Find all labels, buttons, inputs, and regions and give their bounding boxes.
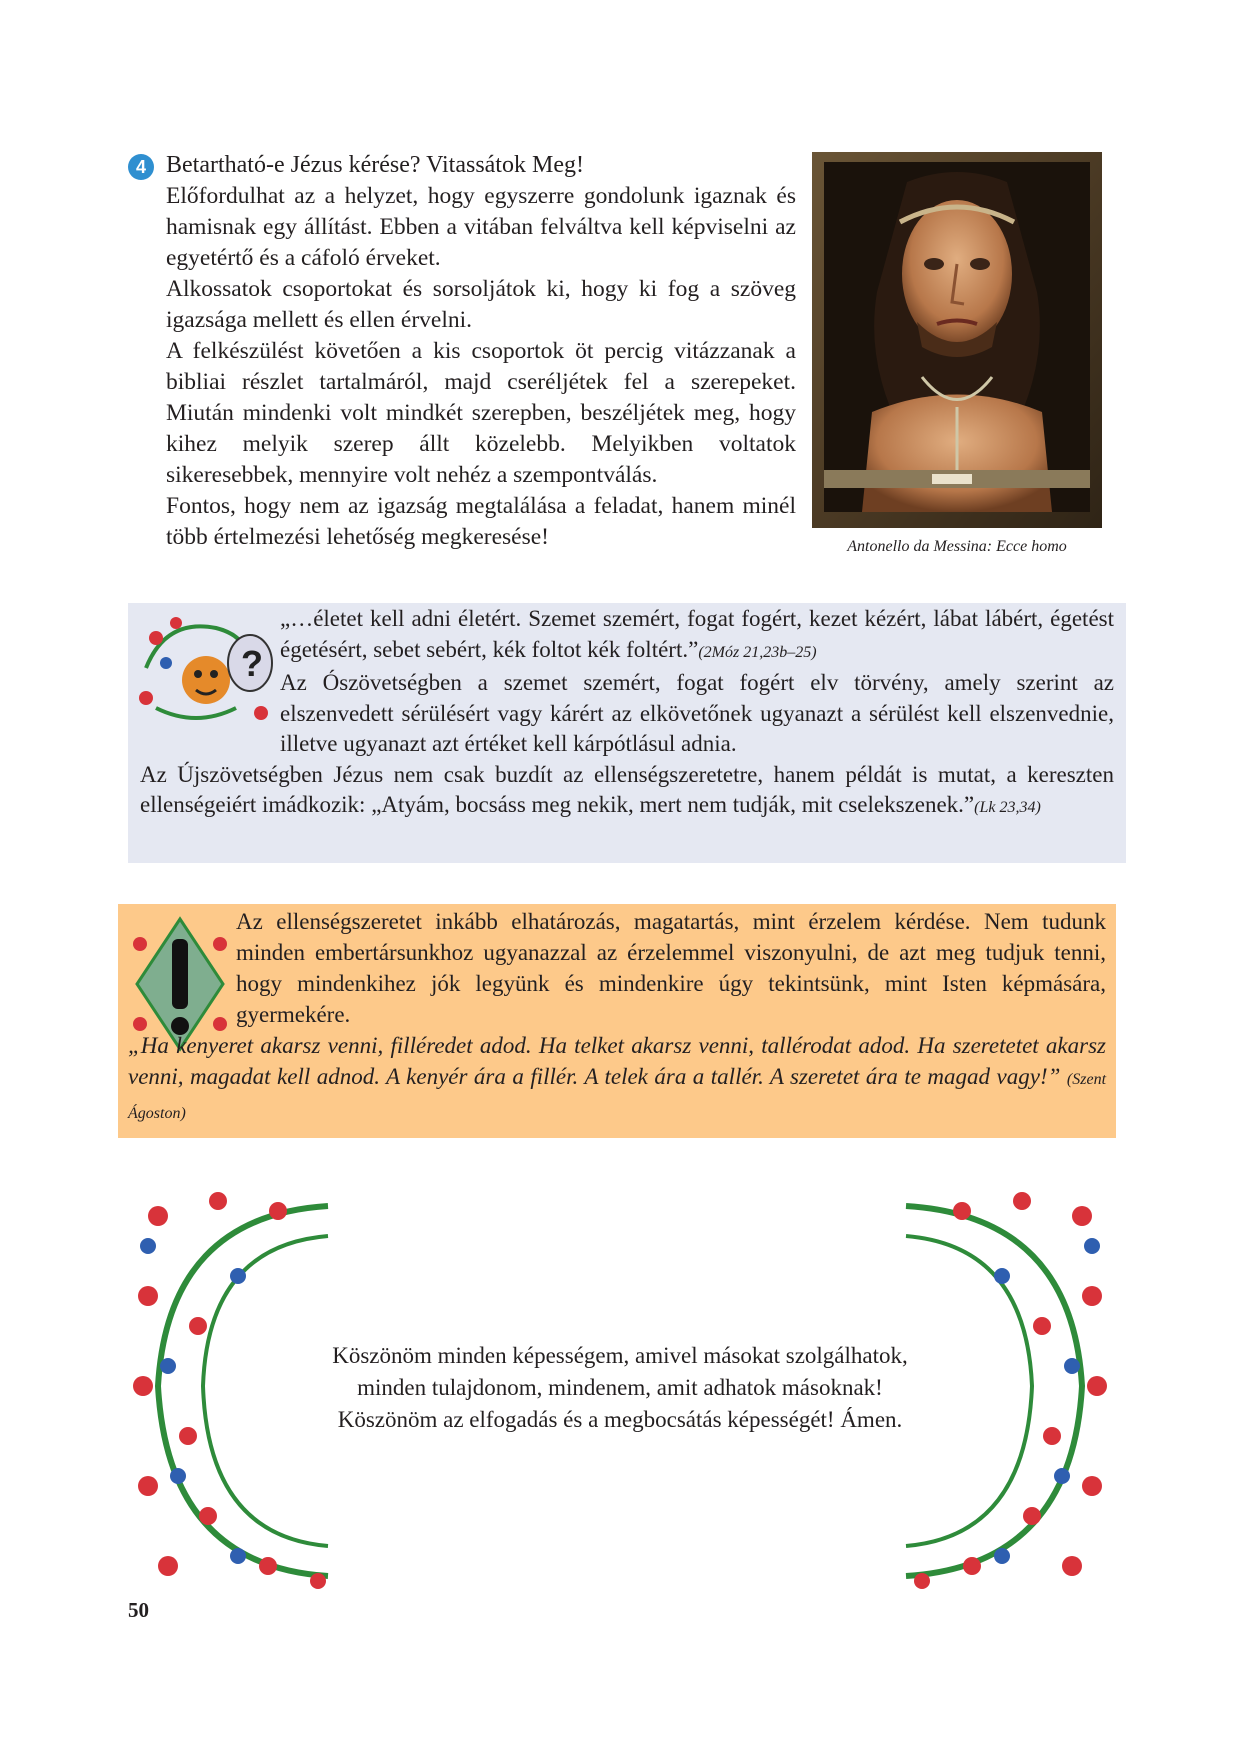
task-number-badge: 4 <box>128 154 154 180</box>
painting-caption: Antonello da Messina: Ecce homo <box>847 538 1067 555</box>
task-paragraph: Fontos, hogy nem az igazság megtalálása a feladat, hanem minél több értelmezési lehetőség megkeresése! <box>166 493 796 550</box>
prayer-line: Köszönöm az elfogadás és a megbocsátás képességét! Ámen. <box>337 1407 903 1432</box>
prayer-line: minden tulajdonom, mindenem, amit adhatok másoknak! <box>357 1375 883 1400</box>
new-testament-paragraph: Az Újszövetségben Jézus nem csak buzdít az ellenségszeretetre, hanem példát is mutat, a kereszten ellenségeiért imádkozik: „Atyám, bocsáss meg nekik, mert nem tudják, mit cselekszenek.”(Lk 23,34) <box>140 761 1114 817</box>
exodus-reference: (2Móz 21,23b–25) <box>698 643 817 661</box>
ecce-homo-painting <box>812 152 1102 528</box>
love-of-enemies-paragraph: Az ellenségszeretet inkább elhatározás, magatartás, mint érzelem kérdése. Nem tudunk minden embertársunkhoz ugyanazzal az érzelemmel viszonyulni, de azt meg tudjuk tenni, hogy mindenkihez jók legyünk és mindenkire úgy tekintsünk, mint Isten képmására, gyermekére. <box>236 909 1106 1027</box>
page-number: 50 <box>128 1598 149 1622</box>
prayer-line: Köszönöm minden képességem, amivel másokat szolgálhatok, <box>332 1343 908 1368</box>
old-testament-paragraph: Az Ószövetségben a szemet szemért, fogat fogért elv törvény, amely szerint az elszenvedett sérülésért vagy kárért az elkövetőnek ugyanazt a sérülést kell elszenvednie, illetve ugyanazt azt értéket kell kárpótlásul adnia. <box>280 670 1114 756</box>
task-body <box>166 181 796 553</box>
task-title: Betartható-e Jézus kérése? Vitassátok Meg! <box>166 152 584 178</box>
blue-box-text <box>140 604 1114 824</box>
augustine-quote: „Ha kenyeret akarsz venni, filléredet adod. Ha telket akarsz venni, tallérodat adod. Ha szeretetet akarsz venni, magadat kell adnod. A kenyér ára a fillér. A telek ára a tallér. A szeretet ára te magad vagy!” (Szent Ágoston) <box>128 1033 1107 1122</box>
task-paragraph: A felkészülést követően a kis csoportok öt percig vitázzanak a bibliai részlet tartalmáról, majd cseréljétek fel a szerepeket. Miután mindenki volt mindkét szerepben, beszéljétek meg, hogy kihez melyik szerep állt közelebb. Melyikben voltatok sikeresebbek, mennyire volt nehéz a szempontválás. <box>166 338 796 488</box>
orange-box-text <box>128 906 1106 1129</box>
augustine-reference: (Szent Ágoston) <box>128 1071 1107 1122</box>
task-paragraph: Alkossatok csoportokat és sorsoljátok ki, hogy ki fog a szöveg igazsága mellett és ellen érvelni. <box>166 276 796 333</box>
luke-reference: (Lk 23,34) <box>974 799 1041 816</box>
exodus-quote: „…életet kell adni életért. Szemet szemért, fogat fogért, kezet kézért, lábat lábért, égetést égetésért, sebet sebért, kék foltot kék foltért.”(2Móz 21,23b–25) <box>280 606 1114 662</box>
closing-prayer <box>260 1340 980 1436</box>
svg-text:?: ? <box>241 643 263 684</box>
task-paragraph: Előfordulhat az a helyzet, hogy egyszerre gondolunk igaznak és hamisnak egy állítást. Ebben a vitában felváltva kell képviselni az egyetértő és a cáfoló érveket. <box>166 183 796 271</box>
